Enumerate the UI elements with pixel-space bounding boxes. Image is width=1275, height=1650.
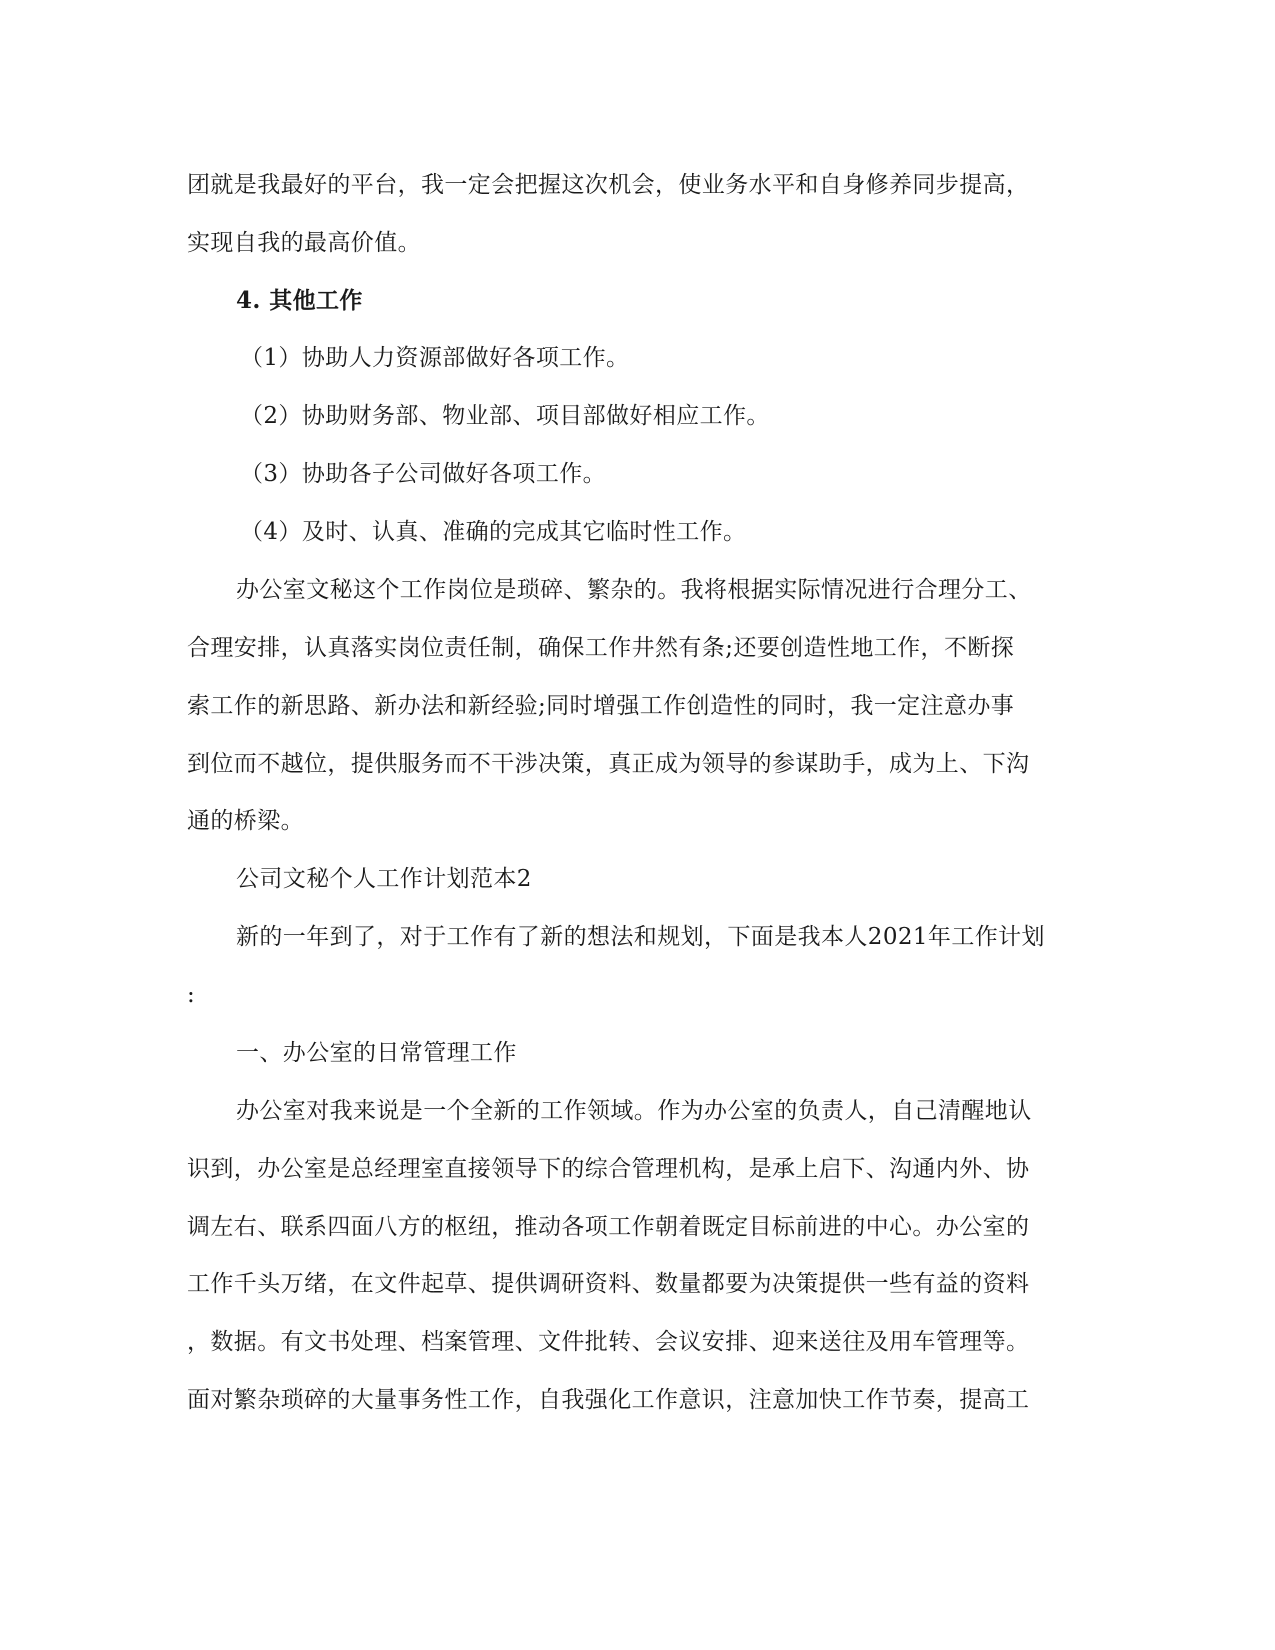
list-item: （1）协助人力资源部做好各项工作。 (240, 345, 630, 371)
list-item: （4）及时、认真、准确的完成其它临时性工作。 (240, 519, 747, 545)
paragraph-line: 索工作的新思路、新办法和新经验;同时增强工作创造性的同时，我一定注意办事 (187, 693, 1015, 719)
paragraph-line: 通的桥梁。 (187, 808, 304, 834)
section-heading: 一、办公室的日常管理工作 (236, 1040, 517, 1066)
paragraph-line: 到位而不越位，提供服务而不干涉决策，真正成为领导的参谋助手，成为上、下沟 (187, 751, 1030, 777)
list-item: （2）协助财务部、物业部、项目部做好相应工作。 (240, 403, 770, 429)
paragraph-line: : (187, 982, 196, 1008)
paragraph-line: 实现自我的最高价值。 (187, 230, 421, 256)
paragraph-line: 办公室对我来说是一个全新的工作领域。作为办公室的负责人，自己清醒地认 (236, 1098, 1032, 1124)
section-title: 公司文秘个人工作计划范本2 (236, 866, 532, 892)
list-item: （3）协助各子公司做好各项工作。 (240, 461, 607, 487)
paragraph-line: 新的一年到了，对于工作有了新的想法和规划，下面是我本人2021年工作计划 (236, 924, 1045, 950)
paragraph-line: 面对繁杂琐碎的大量事务性工作，自我强化工作意识，注意加快工作节奏，提高工 (187, 1387, 1030, 1413)
paragraph-line: 工作千头万绪，在文件起草、提供调研资料、数量都要为决策提供一些有益的资料 (187, 1271, 1030, 1297)
paragraph-line: 合理安排，认真落实岗位责任制，确保工作井然有条;还要创造性地工作，不断探 (187, 635, 1015, 661)
paragraph-line: 团就是我最好的平台，我一定会把握这次机会，使业务水平和自身修养同步提高， (187, 172, 1030, 198)
paragraph-line: 办公室文秘这个工作岗位是琐碎、繁杂的。我将根据实际情况进行合理分工、 (236, 577, 1032, 603)
paragraph-line: 识到，办公室是总经理室直接领导下的综合管理机构，是承上启下、沟通内外、协 (187, 1156, 1030, 1182)
section-heading: 4. 其他工作 (236, 287, 363, 314)
paragraph-line: 调左右、联系四面八方的枢纽，推动各项工作朝着既定目标前进的中心。办公室的 (187, 1214, 1030, 1240)
paragraph-line: ，数据。有文书处理、档案管理、文件批转、会议安排、迎来送往及用车管理等。 (187, 1329, 1030, 1355)
